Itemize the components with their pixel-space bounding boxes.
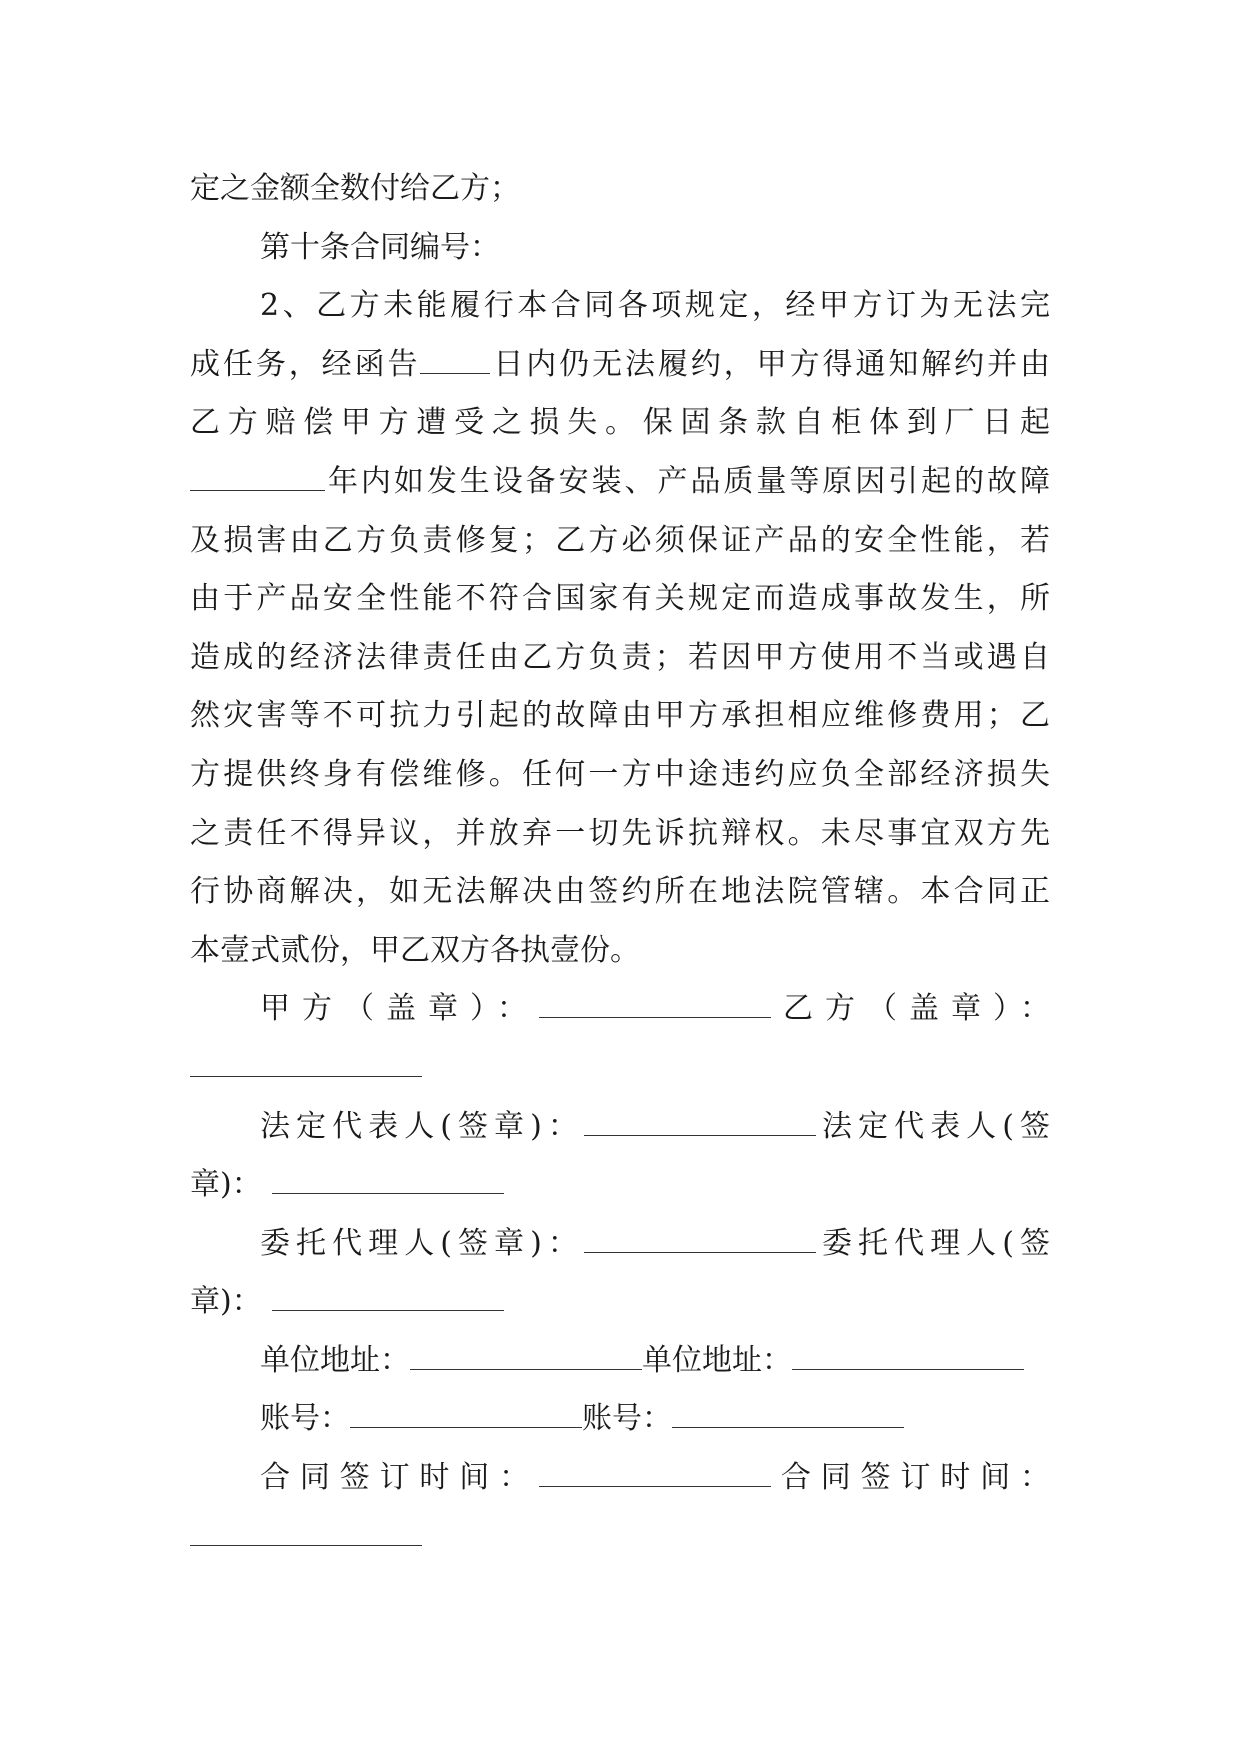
line-text: 然灾害等不可抗力引起的故障由甲方承担相应维修费用；乙: [190, 698, 1050, 734]
article-heading: [190, 219, 1050, 278]
line-text: 行协商解决，如无法解决由签约所在地法院管辖。本合同正: [190, 874, 1050, 910]
line-text: 成任务，经函告: [190, 346, 421, 382]
text-line: [190, 687, 1050, 746]
party-b-seal-blank: [190, 1049, 422, 1077]
party-a-date-blank: [539, 1459, 771, 1487]
party-b-agent-blank: [272, 1283, 504, 1311]
contract-text: [190, 160, 1050, 1566]
line-text: 章)：: [190, 1284, 262, 1320]
signature-line-continuation: [190, 1508, 1050, 1567]
party-b-legal-rep-blank: [272, 1166, 504, 1194]
line-text: 本壹式贰份，甲乙双方各执壹份。: [190, 932, 640, 968]
line-text: 第十条合同编号：: [260, 229, 500, 265]
party-a-address-blank: [410, 1342, 642, 1370]
party-a-address-label: 单位地址：: [260, 1342, 410, 1378]
party-b-date-blank: [190, 1518, 422, 1546]
party-b-agent-label: 委托代理人(签: [815, 1225, 1050, 1261]
text-line: [190, 160, 1050, 219]
party-a-seal-blank: [539, 990, 771, 1018]
line-text: 方提供终身有偿维修。任何一方中途违约应负全部经济损失: [190, 756, 1050, 792]
party-a-agent-blank: [584, 1225, 816, 1253]
text-line: [190, 922, 1050, 981]
text-line: [190, 746, 1050, 805]
line-text: 日内仍无法履约，甲方得通知解约并由: [490, 346, 1051, 382]
signature-line-agent: [190, 1215, 1050, 1274]
signature-line-date: [190, 1449, 1050, 1508]
line-text: 年内如发生设备安装、产品质量等原因引起的故障: [325, 463, 1050, 499]
text-line: [190, 570, 1050, 629]
text-line: [190, 512, 1050, 571]
line-text: 定之金额全数付给乙方；: [190, 171, 520, 206]
line-text: 及损害由乙方负责修复；乙方必须保证产品的安全性能，若: [190, 522, 1050, 558]
party-b-account-label: 账号：: [582, 1401, 672, 1437]
party-a-seal-label: 甲方（盖章）：: [260, 991, 539, 1027]
line-text: 章)：: [190, 1167, 262, 1203]
text-line: [190, 453, 1050, 512]
signature-line-continuation: [190, 1156, 1050, 1215]
signature-line-address: [190, 1332, 1050, 1391]
text-line: [190, 805, 1050, 864]
signature-line-continuation: [190, 1039, 1050, 1098]
party-b-address-label: 单位地址：: [642, 1342, 792, 1378]
text-line: [190, 277, 1050, 336]
signature-line-continuation: [190, 1273, 1050, 1332]
text-line: [190, 863, 1050, 922]
party-b-address-blank: [792, 1342, 1024, 1370]
text-line: [190, 394, 1050, 453]
signature-line-party-seal: [190, 980, 1050, 1039]
party-b-date-label: 合同签订时间：: [771, 1460, 1050, 1496]
signature-line-legal-rep: [190, 1098, 1050, 1157]
line-text: 由于产品安全性能不符合国家有关规定而造成事故发生，所: [190, 581, 1050, 617]
party-a-account-blank: [350, 1400, 582, 1428]
party-a-agent-label: 委托代理人(签章)：: [260, 1225, 584, 1261]
party-b-seal-label: 乙方（盖章）：: [771, 991, 1050, 1027]
party-b-account-blank: [672, 1400, 904, 1428]
text-line: [190, 336, 1050, 395]
party-a-account-label: 账号：: [260, 1401, 350, 1437]
line-text: 2、乙方未能履行本合同各项规定，经甲方订为无法完: [260, 288, 1050, 324]
party-a-date-label: 合同签订时间：: [260, 1460, 539, 1496]
text-line: [190, 629, 1050, 688]
signature-line-account: [190, 1390, 1050, 1449]
line-text: 之责任不得异议，并放弃一切先诉抗辩权。未尽事宜双方先: [190, 815, 1050, 851]
party-b-legal-rep-label: 法定代表人(签: [815, 1108, 1050, 1144]
line-text: 乙方赔偿甲方遭受之损失。保固条款自柜体到厂日起: [190, 405, 1050, 441]
line-text: 造成的经济法律责任由乙方负责；若因甲方使用不当或遇自: [190, 639, 1050, 675]
party-a-legal-rep-blank: [584, 1108, 816, 1136]
party-a-legal-rep-label: 法定代表人(签章)：: [260, 1108, 584, 1144]
fill-blank: [190, 463, 325, 491]
fill-blank: [420, 346, 490, 374]
